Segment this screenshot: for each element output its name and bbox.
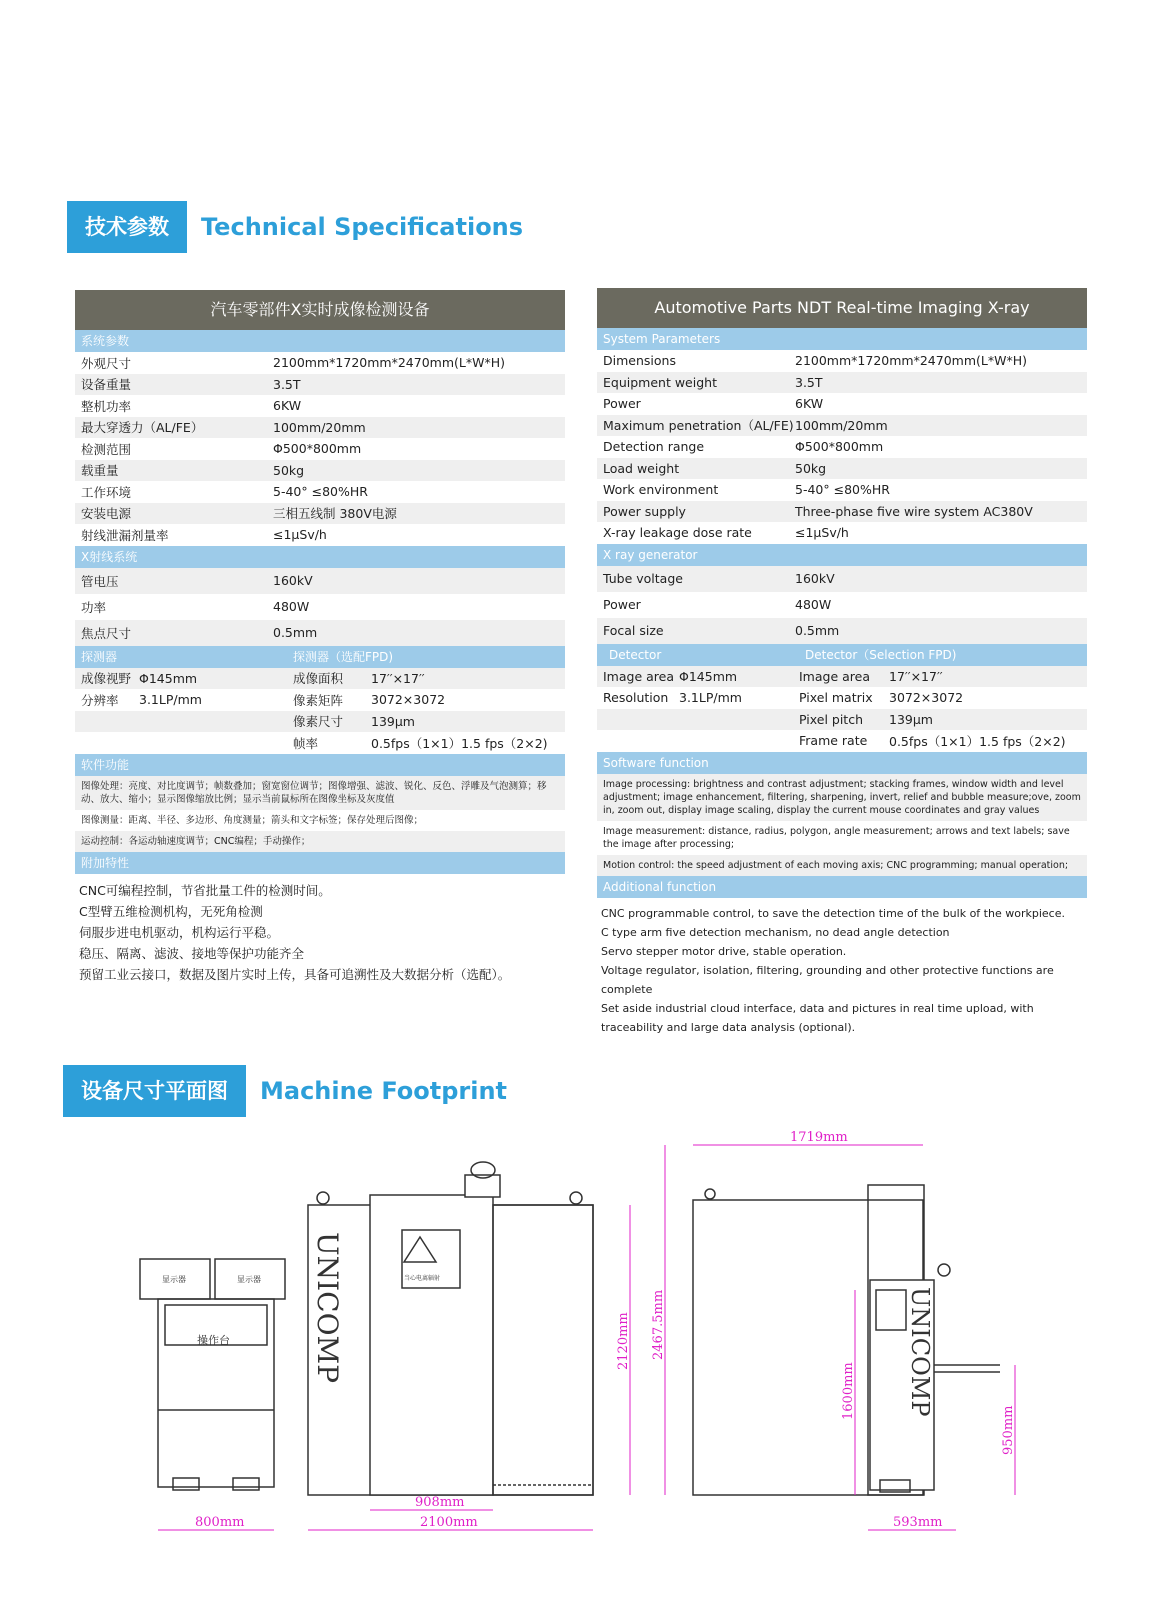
additional-line: 稳压、隔离、滤波、接地等保护功能齐全 (79, 945, 305, 961)
group-header-additional (597, 876, 1087, 898)
table-row (75, 503, 565, 525)
row-value: 0.5fps（1×1）1.5 fps（2×2) (889, 733, 1066, 749)
software-row: 图像处理：亮度、对比度调节；帧数叠加；窗宽窗位调节；图像增强、滤波、锐化、反色、浮雕及气泡测算；移动、放大、缩小；显示图像缩放比例；显示当前鼠标所在图像坐标及灰度值 (75, 776, 565, 810)
table-row (75, 374, 565, 396)
row-value: Φ145mm (679, 668, 738, 684)
group-header-software (597, 752, 1087, 774)
row-label: Load weight (603, 460, 680, 476)
row-label: Tube voltage (603, 571, 683, 586)
row-value: 160kV (795, 571, 835, 586)
row-value: 50kg (795, 460, 827, 476)
additional-line: CNC programmable control, to save the detection time of the bulk of the workpiece. (601, 906, 1065, 920)
group-label: X ray generator (603, 547, 698, 562)
row-label: Power (603, 396, 641, 412)
table-row (597, 666, 1087, 688)
row-value: 160kV (273, 573, 313, 588)
table-row (597, 501, 1087, 523)
table-row (597, 592, 1087, 618)
table-row (75, 352, 565, 374)
row-value: 0.5mm (795, 623, 840, 638)
warning-label: 当心电离辐射 (404, 1275, 441, 1282)
software-row: Motion control: the speed adjustment of each moving axis; CNC programming; manual operation; (597, 855, 1087, 876)
console-label: 操作台 (197, 1334, 230, 1347)
group-header-detector (75, 646, 565, 668)
dim-machine-length: 2100mm (420, 1515, 478, 1530)
software-row: 图像测量：距离、半径、多边形、角度测量；箭头和文字标签；保存处理后图像； (81, 814, 424, 826)
row-label: X-ray leakage dose rate (603, 525, 752, 541)
row-label: Pixel pitch (799, 711, 863, 727)
row-value: 480W (273, 599, 310, 614)
group-label: 探测器 (81, 649, 118, 664)
row-label: Power (603, 597, 641, 612)
dim-console-width: 800mm (195, 1515, 245, 1530)
group-header-xray (597, 544, 1087, 566)
specs-section-header (67, 201, 523, 253)
group-header-system (597, 328, 1087, 350)
row-label: Frame rate (799, 733, 868, 749)
row-label: Equipment weight (603, 374, 717, 390)
row-value: 50kg (273, 462, 305, 478)
table-row (597, 479, 1087, 501)
row-value: 6KW (273, 398, 302, 414)
group-header-additional (75, 852, 565, 874)
operator-console (140, 1259, 285, 1490)
row-value: 2100mm*1720mm*2470mm(L*W*H) (273, 355, 505, 371)
row-value: 100mm/20mm (795, 417, 888, 433)
row-label: 设备重量 (81, 377, 132, 393)
row-value: 139μm (889, 711, 933, 727)
row-value: 2100mm*1720mm*2470mm(L*W*H) (795, 353, 1027, 369)
table-row (597, 350, 1087, 372)
table-row (597, 687, 1087, 709)
group-label: 系统参数 (81, 334, 130, 348)
specs-title-en: Technical Specifications (201, 213, 524, 241)
row-value: Three-phase five wire system AC380V (795, 503, 1033, 519)
table-title: 汽车零部件X实时成像检测设备 (75, 290, 565, 330)
table-row (597, 730, 1087, 752)
dim-side-depth: 593mm (893, 1515, 943, 1530)
additional-line: Set aside industrial cloud interface, data and pictures in real time upload, with traceability and large data analysis (optional). (601, 1001, 1034, 1034)
machine-front-view (308, 1162, 593, 1495)
row-value: 480W (795, 597, 832, 612)
row-label: Dimensions (603, 353, 676, 369)
additional-line: CNC可编程控制，节省批量工件的检测时间。 (79, 882, 331, 898)
dim-inner-height: 2120mm (616, 1312, 631, 1370)
table-row (75, 620, 565, 646)
group-label: Software function (603, 755, 709, 770)
table-row (597, 436, 1087, 458)
table-row (75, 689, 565, 711)
table-row (597, 393, 1087, 415)
row-label: Work environment (603, 482, 719, 498)
software-row: Image processing: brightness and contrast adjustment; stacking frames, window width and level adjustment; image enhancement, filtering, sharpening, invert, relief and bubble measure;ove, zoom in, zoom out, display image scaling, display the current mouse coordinates and gray values (597, 774, 1087, 821)
row-value: 3.1LP/mm (139, 692, 202, 708)
machine-side-view (693, 1185, 1000, 1495)
machine-footprint-drawing (0, 1120, 1170, 1560)
table-row (597, 618, 1087, 644)
row-label: 管电压 (81, 573, 119, 589)
row-label: 载重量 (81, 463, 119, 479)
row-value: Φ500*800mm (795, 439, 884, 455)
row-label: 分辨率 (81, 692, 119, 708)
row-value: 0.5fps（1×1）1.5 fps（2×2) (371, 735, 548, 751)
table-row (75, 568, 565, 594)
row-value: 6KW (795, 396, 824, 412)
table-row (75, 668, 565, 690)
row-label: 像素尺寸 (293, 714, 344, 730)
row-label: 射线泄漏剂量率 (81, 527, 169, 543)
row-label: Pixel matrix (799, 690, 873, 706)
table-title: Automotive Parts NDT Real-time Imaging X-ray (597, 288, 1087, 328)
group-header-detector (597, 644, 1087, 666)
row-label: 成像面积 (293, 671, 344, 687)
row-label: Power supply (603, 503, 686, 519)
row-value: 三相五线制 380V电源 (273, 506, 397, 522)
table-row (597, 415, 1087, 437)
table-row (75, 460, 565, 482)
table-row (597, 458, 1087, 480)
footprint-title-cn: 设备尺寸平面图 (63, 1065, 246, 1117)
group-header-system (75, 330, 565, 352)
row-label: Resolution (603, 690, 669, 706)
row-value: 0.5mm (273, 625, 318, 640)
row-label: 功率 (81, 599, 107, 615)
group-label: Detector (609, 647, 662, 662)
table-row (597, 566, 1087, 592)
brand-side: UNICOMP (906, 1287, 934, 1417)
dim-door-width: 908mm (415, 1495, 465, 1510)
dim-side-width: 1719mm (790, 1130, 848, 1145)
footprint-section-header (63, 1065, 507, 1117)
row-value: Φ145mm (139, 670, 198, 686)
software-row: Image measurement: distance, radius, polygon, angle measurement; arrows and text labels; save the image after processing; (603, 825, 1070, 850)
row-value: 3072×3072 (371, 692, 446, 708)
group-label: System Parameters (603, 332, 721, 346)
group-label: X射线系统 (81, 549, 138, 564)
row-label: 检测范围 (81, 441, 132, 457)
additional-line: Voltage regulator, isolation, filtering, grounding and other protective functions are complete (601, 963, 1054, 996)
table-row (597, 522, 1087, 544)
software-row: 运动控制：各运动轴速度调节；CNC编程；手动操作； (75, 831, 565, 852)
additional-line: C型臂五维检测机构，无死角检测 (79, 903, 263, 919)
row-value: 17′′×17′′ (371, 670, 425, 686)
row-label: Image area (603, 668, 674, 684)
row-label: 外观尺寸 (81, 355, 132, 371)
row-value: 100mm/20mm (273, 419, 366, 435)
table-row (597, 709, 1087, 731)
row-label: 整机功率 (81, 398, 132, 414)
dim-door-height: 1600mm (841, 1362, 856, 1420)
additional-line: C type arm five detection mechanism, no dead angle detection (601, 925, 950, 939)
monitor-label: 显示器 (162, 1275, 186, 1284)
row-value: ≤1μSv/h (795, 525, 849, 541)
additional-line: Servo stepper motor drive, stable operation. (601, 944, 847, 958)
monitor-label: 显示器 (237, 1275, 261, 1284)
table-row (75, 417, 565, 439)
row-label: Image area (799, 668, 870, 684)
table-row (75, 395, 565, 417)
dim-table-height: 950mm (1001, 1405, 1016, 1455)
row-value: 3.5T (795, 374, 823, 390)
group-label: 探测器（选配FPD) (293, 649, 394, 664)
row-label: Detection range (603, 439, 705, 455)
row-label: 最大穿透力（AL/FE） (81, 420, 204, 436)
table-row (75, 711, 565, 733)
group-label: 附加特性 (81, 855, 130, 870)
row-value: 5-40° ≤80%HR (273, 484, 368, 500)
spec-table-cn (75, 290, 565, 991)
row-value: 139μm (371, 713, 415, 729)
group-header-software (75, 754, 565, 776)
row-label: Focal size (603, 623, 664, 638)
table-row (75, 438, 565, 460)
row-value: 5-40° ≤80%HR (795, 482, 890, 498)
table-row (75, 481, 565, 503)
group-label: Additional function (603, 879, 717, 894)
row-label: 安装电源 (81, 506, 132, 522)
group-label: 软件功能 (81, 757, 130, 772)
table-row (75, 732, 565, 754)
additional-line: 预留工业云接口，数据及图片实时上传，具备可追溯性及大数据分析（选配）。 (79, 966, 511, 982)
dim-total-height: 2467.5mm (651, 1289, 666, 1360)
specs-title-cn: 技术参数 (67, 201, 187, 253)
row-value: 3.1LP/mm (679, 690, 742, 706)
row-value: 17′′×17′′ (889, 668, 943, 684)
row-label: 像素矩阵 (293, 692, 344, 708)
additional-line: 伺服步进电机驱动，机构运行平稳。 (79, 924, 280, 940)
row-value: Φ500*800mm (273, 441, 362, 457)
row-value: 3.5T (273, 376, 301, 392)
row-label: 焦点尺寸 (81, 625, 132, 641)
row-label: 帧率 (293, 735, 319, 751)
table-row (597, 372, 1087, 394)
row-value: 3072×3072 (889, 690, 964, 706)
spec-table-en (597, 288, 1087, 1043)
row-value: ≤1μSv/h (273, 527, 327, 543)
footprint-title-en: Machine Footprint (260, 1077, 508, 1105)
group-label: Detector（Selection FPD) (805, 647, 957, 662)
table-row (75, 524, 565, 546)
table-row (75, 594, 565, 620)
row-label: Maximum penetration（AL/FE) (603, 418, 794, 434)
brand-front: UNICOMP (311, 1232, 344, 1384)
row-label: 工作环境 (81, 484, 132, 500)
group-header-xray (75, 546, 565, 568)
row-label: 成像视野 (81, 671, 132, 687)
